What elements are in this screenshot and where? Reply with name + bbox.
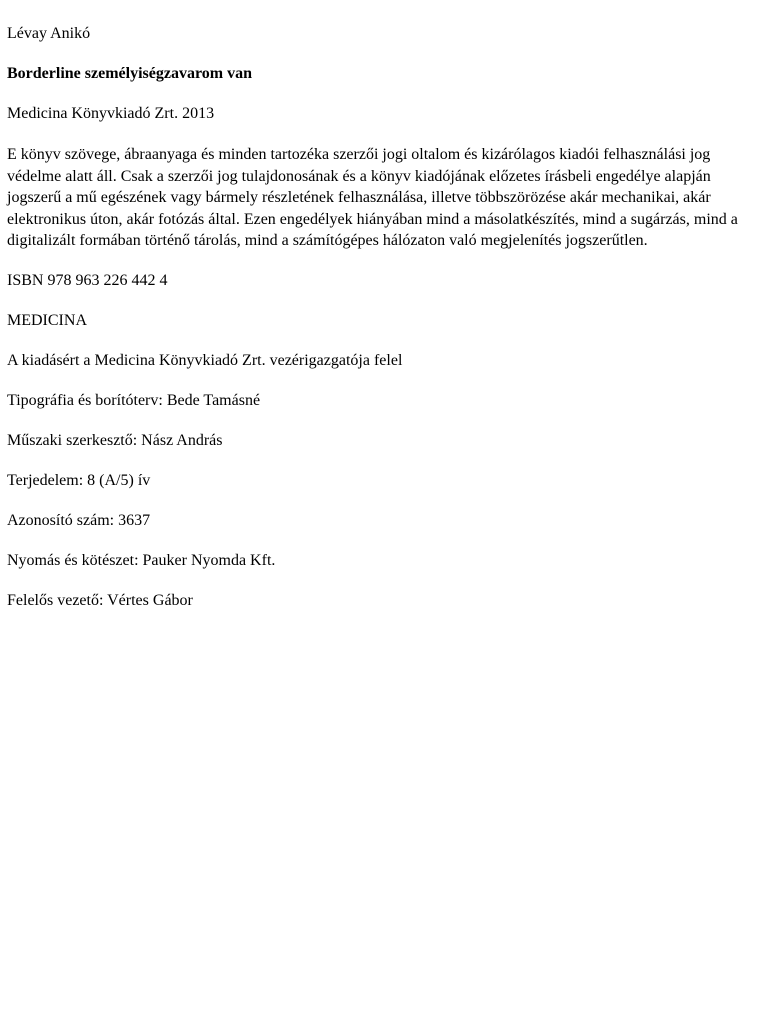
typography-cover-line: Tipográfia és borítóterv: Bede Tamásné (7, 392, 261, 410)
responsible-manager-line: Felelős vezető: Vértes Gábor (7, 592, 193, 610)
isbn-line: ISBN 978 963 226 442 4 (7, 272, 168, 290)
printing-binding-line: Nyomás és kötészet: Pauker Nyomda Kft. (7, 552, 276, 570)
technical-editor-line: Műszaki szerkesztő: Nász András (7, 432, 223, 450)
copyright-notice: E könyv szövege, ábraanyaga és minden tartozéka szerzői jogi oltalom és kizárólagos kiadói felhasználási jog védelme alatt áll. Csak a szerzői jog tulajdonosának és a könyv kiadójának előzetes írásbeli engedélye alapján jogszerű a mű egészének vagy bármely részletének felhasználása, illetve többszörözése akár mechanikai, akár elektronikus úton, akár fotózás által. Ezen engedélyek hiányában mind a másolatkészítés, mind a sugárzás, mind a digitalizált formában történő tárolás, mind a számítógépes hálózaton való megjelenítés jogszerűtlen. (7, 146, 738, 250)
id-number-line: Azonosító szám: 3637 (7, 512, 151, 530)
publisher-line: Medicina Könyvkiadó Zrt. 2013 (7, 105, 215, 122)
author-line: Lévay Anikó (7, 25, 91, 42)
book-title: Borderline személyiségzavarom van (7, 65, 252, 82)
responsible-publisher-line: A kiadásért a Medicina Könyvkiadó Zrt. vezérigazgatója felel (7, 352, 403, 370)
imprint-line: MEDICINA (7, 312, 87, 330)
extent-line: Terjedelem: 8 (A/5) ív (7, 472, 151, 490)
document-page (7, 24, 761, 631)
